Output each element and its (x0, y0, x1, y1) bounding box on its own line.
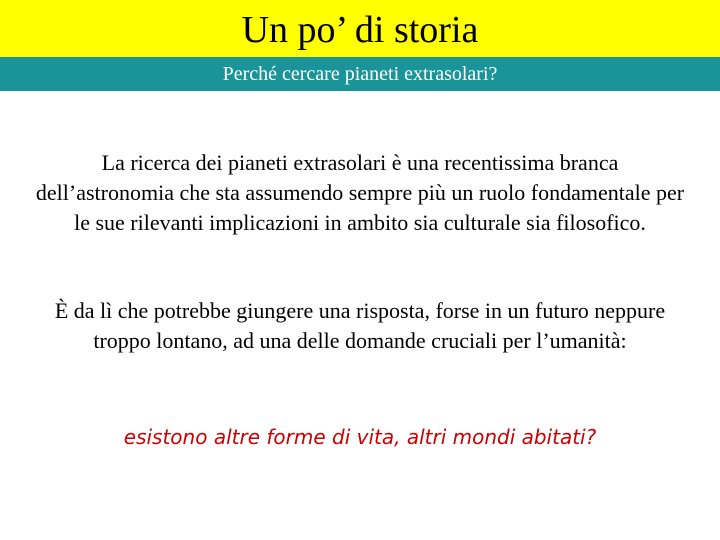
key-question: esistono altre forme di vita, altri mondi abitati? (123, 425, 597, 449)
answer-line-2: troppo lontano, ad una delle domande cruciali per l’umanità: (93, 328, 627, 353)
intro-paragraph (0, 148, 720, 238)
intro-line-1: La ricerca dei pianeti extrasolari è una recentissima branca (101, 150, 619, 175)
intro-line-3: le sue rilevanti implicazioni in ambito sia culturale sia filosofico. (74, 210, 646, 235)
slide-title: Un po’ di storia (241, 8, 479, 51)
intro-line-2: dell’astronomia che sta assumendo sempre più un ruolo fondamentale per (35, 180, 685, 205)
answer-line-1: È da lì che potrebbe giungere una risposta, forse in un futuro neppure (54, 298, 666, 323)
subtitle-bar (0, 57, 720, 91)
answer-paragraph (0, 296, 720, 356)
title-bar (0, 0, 720, 57)
slide-subtitle: Perché cercare pianeti extrasolari? (222, 63, 498, 85)
